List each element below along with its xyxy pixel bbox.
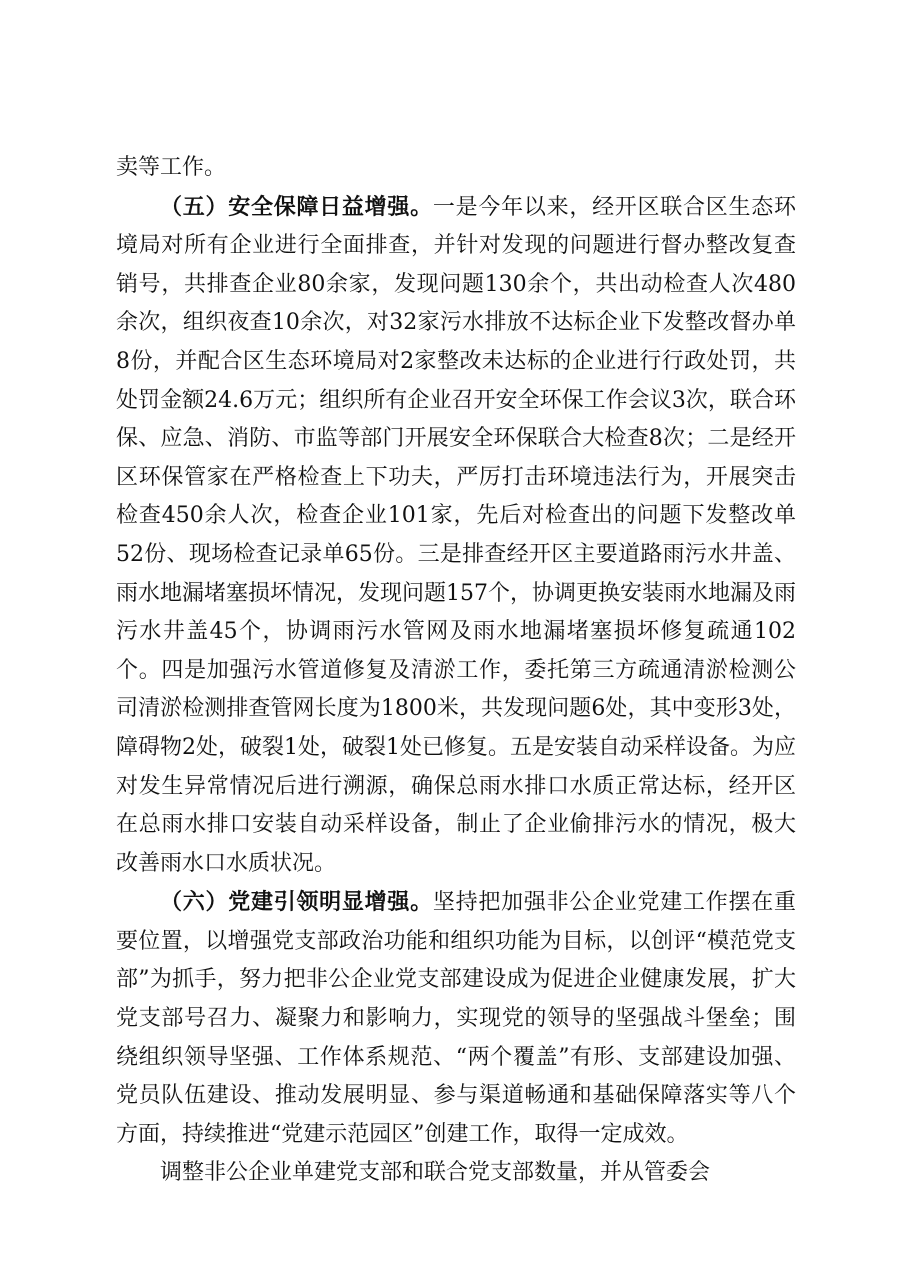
section-heading-safety: （五）安全保障日益增强。	[160, 193, 433, 220]
document-page	[116, 149, 796, 1193]
paragraph-party-building-body: 坚持把加强非公企业党建工作摆在重要位置，以增强党支部政治功能和组织功能为目标，以创评“模范党支部”为抓手，努力把非公企业党支部建设成为促进企业健康发展，扩大党支部号召力、凝聚力和影响力，实现党的领导的坚强战斗堡垒；围绕组织领导坚强、工作体系规范、“两个覆盖”有形、支部建设加强、党员队伍建设、推动发展明显、参与渠道畅通和基础保障落实等八个方面，持续推进“党建示范园区”创建工作，取得一定成效。	[116, 890, 796, 1147]
paragraph-safety-body: 一是今年以来，经开区联合区生态环境局对所有企业进行全面排查，并针对发现的问题进行督办整改复查销号，共排查企业80余家，发现问题130余个，共出动检查人次480余次，组织夜查10余次，对32家污水排放不达标企业下发整改督办单8份，并配合区生态环境局对2家整改未达标的企业进行行政处罚，共处罚金额24.6万元；组织所有企业召开安全环保工作会议3次，联合环保、应急、消防、市监等部门开展安全环保联合大检查8次；二是经开区环保管家在严格检查上下功夫，严厉打击环境违法行为，开展突击检查450余人次，检查企业101家，先后对检查出的问题下发整改单52份、现场检查记录单65份。三是排查经开区主要道路雨污水井盖、雨水地漏堵塞损坏情况，发现问题157个，协调更换安装雨水地漏及雨污水井盖45个，协调雨污水管网及雨水地漏堵塞损坏修复疏通102个。四是加强污水管道修复及清淤工作，委托第三方疏通清淤检测公司清淤检测排查管网长度为1800米，共发现问题6处，其中变形3处，障碍物2处，破裂1处，破裂1处已修复。五是安装自动采样设备。为应对发生异常情况后进行溯源，确保总雨水排口水质正常达标，经开区在总雨水排口安装自动采样设备，制止了企业偷排污水的情况，极大改善雨水口水质状况。	[116, 194, 796, 876]
paragraph-adjustment: 调整非公企业单建党支部和联合党支部数量，并从管委会	[160, 1160, 711, 1186]
section-heading-party-building: （六）党建引领明显增强。	[160, 889, 433, 916]
paragraph-safety	[116, 188, 796, 884]
paragraph-continuation: 卖等工作。	[116, 155, 227, 180]
paragraph-party-building	[116, 883, 796, 1154]
